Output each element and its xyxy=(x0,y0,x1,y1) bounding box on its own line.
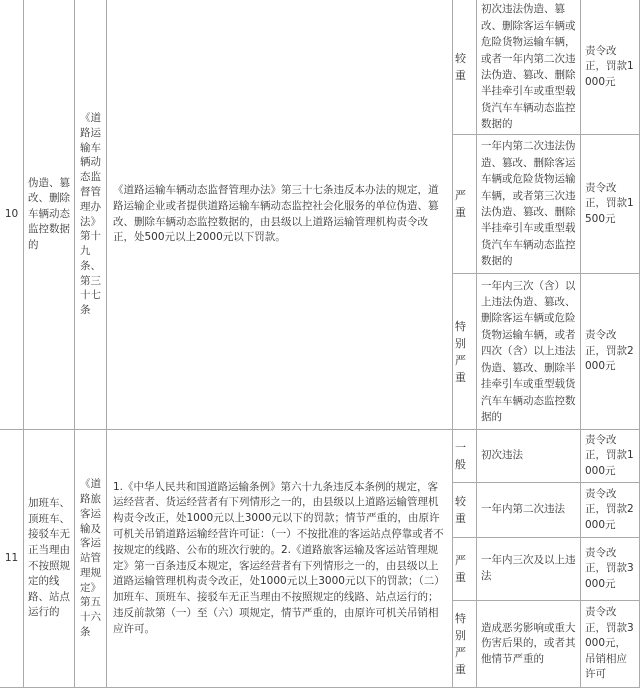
row-11-penalty-2: 责令改正，罚款2000元 xyxy=(581,483,640,538)
row-11-circumstance-2: 一年内第二次违法 xyxy=(477,483,581,538)
row-10-level-1: 较重 xyxy=(453,0,477,135)
row-11-penalty-4: 责令改正，罚款3000元，吊销相应许可 xyxy=(581,601,640,688)
row-10-level-3: 特别严重 xyxy=(453,274,477,430)
row-10-circumstance-2: 一年内第二次违法伪造、篡改、删除客运车辆或危险货物运输车辆，或者第三次违法伪造、篡改、删除半挂牵引车或重型载货汽车车辆动态监控数据的 xyxy=(477,135,581,274)
row-10-penalty-1: 责令改正，罚款1000元 xyxy=(581,0,640,135)
row-10-penalty-2: 责令改正，罚款1500元 xyxy=(581,135,640,274)
row-11-level-2: 较重 xyxy=(453,483,477,538)
row-11-circumstance-4: 造成恶劣影响或重大伤害后果的，或者其他情节严重的 xyxy=(477,601,581,688)
row-10-circumstance-3: 一年内三次（含）以上违法伪造、篡改、删除客运车辆或危险货物运输车辆，或者四次（含）以上违法伪造、篡改、删除半挂牵引车或重型载货汽车车辆动态监控数据的 xyxy=(477,274,581,430)
row-11-legal-basis: 《道路旅客运输及客运站管理规定》第五十六条 xyxy=(75,430,107,688)
row-10-behavior: 伪造、篡改、删除车辆动态监控数据的 xyxy=(24,0,75,430)
row-10-number: 10 xyxy=(0,0,24,430)
row-10-level-2: 严重 xyxy=(453,135,477,274)
row-11-level-4: 特别严重 xyxy=(453,601,477,688)
row-11-number: 11 xyxy=(0,430,24,688)
row-10-penalty-3: 责令改正，罚款2000元 xyxy=(581,274,640,430)
row-11-penalty-3: 责令改正，罚款3000元 xyxy=(581,538,640,601)
row-10-law-clause: 《道路运输车辆动态监督管理办法》第三十七条违反本办法的规定，道路运输企业或者提供道路运输车辆动态监控社会化服务的单位伪造、篡改、删除车辆动态监控数据的，由县级以上道路运输管理机构责令改正，处500元以上2000元以下罚款。 xyxy=(107,0,453,430)
row-11-circumstance-3: 一年内三次及以上违法 xyxy=(477,538,581,601)
row-11-level-3: 严重 xyxy=(453,538,477,601)
row-11-level-1: 一般 xyxy=(453,430,477,483)
row-10-circumstance-1: 初次违法伪造、篡改、删除客运车辆或危险货物运输车辆，或者一年内第二次违法伪造、篡改、删除半挂牵引车或重型载货汽车车辆动态监控数据的 xyxy=(477,0,581,135)
row-11-penalty-1: 责令改正，罚款1000元 xyxy=(581,430,640,483)
row-11-law-clause: 1.《中华人民共和国道路运输条例》第六十九条违反本条例的规定，客运经营者、货运经营者有下列情形之一的，由县级以上道路运输管理机构责令改正，处1000元以上3000元以下的罚款；情节严重的，由原许可机关吊销道路运输经营许可证：（一）不按批准的客运站点停靠或者不按规定的线路、公布的班次行驶的。2.《道路旅客运输及客运站管理规定》第一百条违反本规定，客运经营者有下列情形之一的，由县级以上道路运输管理机构责令改正，处1000元以上3000元以下的罚款；（二）加班车、顶班车、接驳车无正当理由不按照规定的线路、站点运行的；违反前款第（一）至（六）项规定，情节严重的，由原许可机关吊销相应许可。 xyxy=(107,430,453,688)
row-10-legal-basis: 《道路运输车辆动态监督管理办法》第十九条、第三十七条 xyxy=(75,0,107,430)
row-11-circumstance-1: 初次违法 xyxy=(477,430,581,483)
row-11-behavior: 加班车、顶班车、接驳车无正当理由不按照规定的线路、站点运行的 xyxy=(24,430,75,688)
